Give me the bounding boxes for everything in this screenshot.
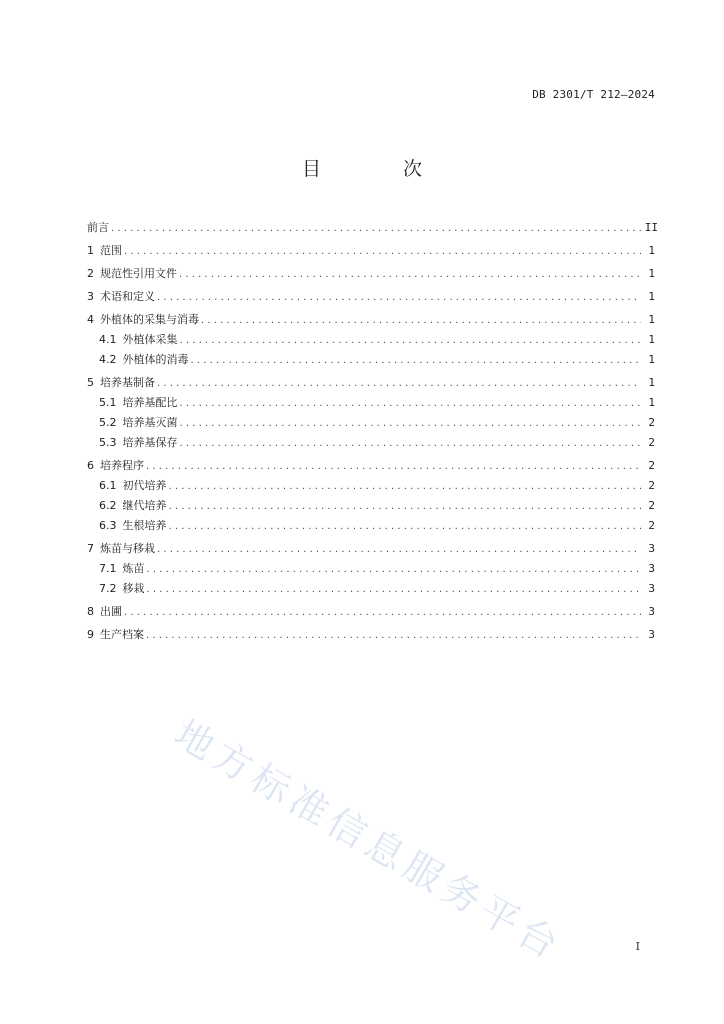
toc-dot-leader xyxy=(147,580,642,600)
toc-entry[interactable] xyxy=(87,373,655,393)
toc-entry-number: 6.2 xyxy=(99,499,117,512)
toc-entry[interactable] xyxy=(87,476,655,496)
toc-entry-label: 培养基灭菌 xyxy=(122,416,178,429)
toc-dot-leader xyxy=(179,265,641,285)
toc-entry[interactable] xyxy=(87,433,655,453)
toc-entry-label: 规范性引用文件 xyxy=(100,267,177,280)
toc-entry[interactable] xyxy=(87,579,655,599)
toc-entry-label: 范围 xyxy=(100,244,122,257)
toc-entry[interactable] xyxy=(87,602,655,622)
toc-entry-number: 4.2 xyxy=(99,353,117,366)
toc-entry-page: II xyxy=(644,221,658,234)
toc-dot-leader xyxy=(191,351,642,371)
document-id: DB 2301/T 212—2024 xyxy=(532,88,655,101)
toc-entry[interactable] xyxy=(87,516,655,536)
toc-entry-page: 3 xyxy=(648,582,655,595)
toc-entry-label: 外植体的消毒 xyxy=(122,353,189,366)
toc-dot-leader xyxy=(157,540,641,560)
toc-dot-leader xyxy=(180,414,642,434)
toc-entry-label: 前言 xyxy=(87,221,109,234)
toc-entry-page: 2 xyxy=(648,459,655,472)
toc-entry-number: 1 xyxy=(87,244,94,257)
toc-entry-number: 5.1 xyxy=(99,396,117,409)
toc-dot-leader xyxy=(169,497,642,517)
toc-entry-label: 培养程序 xyxy=(100,459,144,472)
toc-entry-page: 1 xyxy=(648,376,655,389)
toc-entry-page: 1 xyxy=(648,333,655,346)
toc-entry[interactable] xyxy=(87,218,658,238)
toc-entry[interactable] xyxy=(87,625,655,645)
toc-entry-label: 外植体的采集与消毒 xyxy=(100,313,199,326)
toc-entry[interactable] xyxy=(87,241,655,261)
toc-entry[interactable] xyxy=(87,496,655,516)
toc-entry-number: 2 xyxy=(87,267,94,280)
toc-entry-number: 6.3 xyxy=(99,519,117,532)
toc-entry-page: 3 xyxy=(648,562,655,575)
toc-dot-leader xyxy=(180,434,642,454)
toc-dot-leader xyxy=(124,242,641,262)
toc-entry-label: 培养基制备 xyxy=(100,376,155,389)
toc-entry-page: 1 xyxy=(648,244,655,257)
toc-entry-page: 2 xyxy=(648,499,655,512)
toc-dot-leader xyxy=(146,626,641,646)
page-number: I xyxy=(635,940,640,953)
toc-entry-label: 术语和定义 xyxy=(100,290,155,303)
toc-dot-leader xyxy=(180,331,642,351)
toc-entry-number: 4 xyxy=(87,313,94,326)
toc-entry[interactable] xyxy=(87,310,655,330)
toc-entry-label: 培养基配比 xyxy=(122,396,178,409)
toc-entry-number: 6.1 xyxy=(99,479,117,492)
toc-entry[interactable] xyxy=(87,287,655,307)
toc-entry-page: 2 xyxy=(648,519,655,532)
toc-entry-label: 培养基保存 xyxy=(122,436,178,449)
toc-entry-page: 2 xyxy=(648,416,655,429)
toc-entry-page: 2 xyxy=(648,479,655,492)
toc-entry[interactable] xyxy=(87,350,655,370)
toc-entry-number: 7 xyxy=(87,542,94,555)
toc-dot-leader xyxy=(169,517,642,537)
toc-entry-page: 3 xyxy=(648,605,655,618)
toc-entry-number: 8 xyxy=(87,605,94,618)
toc-entry-page: 3 xyxy=(648,628,655,641)
toc-entry-label: 炼苗 xyxy=(122,562,145,575)
toc-entry-label: 外植体采集 xyxy=(122,333,178,346)
toc-entry-page: 1 xyxy=(648,313,655,326)
toc-entry-page: 1 xyxy=(648,396,655,409)
toc-entry-number: 9 xyxy=(87,628,94,641)
toc-entry-label: 出圃 xyxy=(100,605,122,618)
toc-entry[interactable] xyxy=(87,413,655,433)
toc-entry-number: 5.2 xyxy=(99,416,117,429)
toc-entry[interactable] xyxy=(87,264,655,284)
toc-entry-label: 炼苗与移栽 xyxy=(100,542,155,555)
toc-entry-label: 生产档案 xyxy=(100,628,144,641)
toc-entry-number: 3 xyxy=(87,290,94,303)
toc-entry[interactable] xyxy=(87,330,655,350)
toc-entry-number: 7.2 xyxy=(99,582,117,595)
toc-entry-page: 1 xyxy=(648,290,655,303)
toc-entry-label: 移栽 xyxy=(122,582,145,595)
toc-dot-leader xyxy=(124,603,641,623)
toc-entry-page: 2 xyxy=(648,436,655,449)
toc-dot-leader xyxy=(157,374,641,394)
toc-entry-label: 继代培养 xyxy=(122,499,167,512)
toc-entry[interactable] xyxy=(87,456,655,476)
toc-dot-leader xyxy=(147,560,642,580)
toc-dot-leader xyxy=(146,457,641,477)
table-of-contents xyxy=(87,218,658,645)
toc-dot-leader xyxy=(169,477,642,497)
toc-dot-leader xyxy=(201,311,641,331)
toc-entry-page: 3 xyxy=(648,542,655,555)
toc-dot-leader xyxy=(180,394,642,414)
toc-entry-label: 初代培养 xyxy=(122,479,167,492)
toc-entry-number: 5 xyxy=(87,376,94,389)
toc-entry-number: 4.1 xyxy=(99,333,117,346)
toc-entry[interactable] xyxy=(87,559,655,579)
toc-entry-number: 5.3 xyxy=(99,436,117,449)
page-title: 目 次 xyxy=(301,158,461,180)
toc-entry-number: 6 xyxy=(87,459,94,472)
toc-entry[interactable] xyxy=(87,539,655,559)
watermark-text: 地方标准信息服务平台 xyxy=(167,711,571,970)
toc-entry-label: 生根培养 xyxy=(122,519,167,532)
toc-entry-page: 1 xyxy=(648,267,655,280)
toc-dot-leader xyxy=(157,288,641,308)
toc-entry[interactable] xyxy=(87,393,655,413)
toc-entry-number: 7.1 xyxy=(99,562,117,575)
toc-entry-page: 1 xyxy=(648,353,655,366)
toc-dot-leader xyxy=(111,219,641,239)
